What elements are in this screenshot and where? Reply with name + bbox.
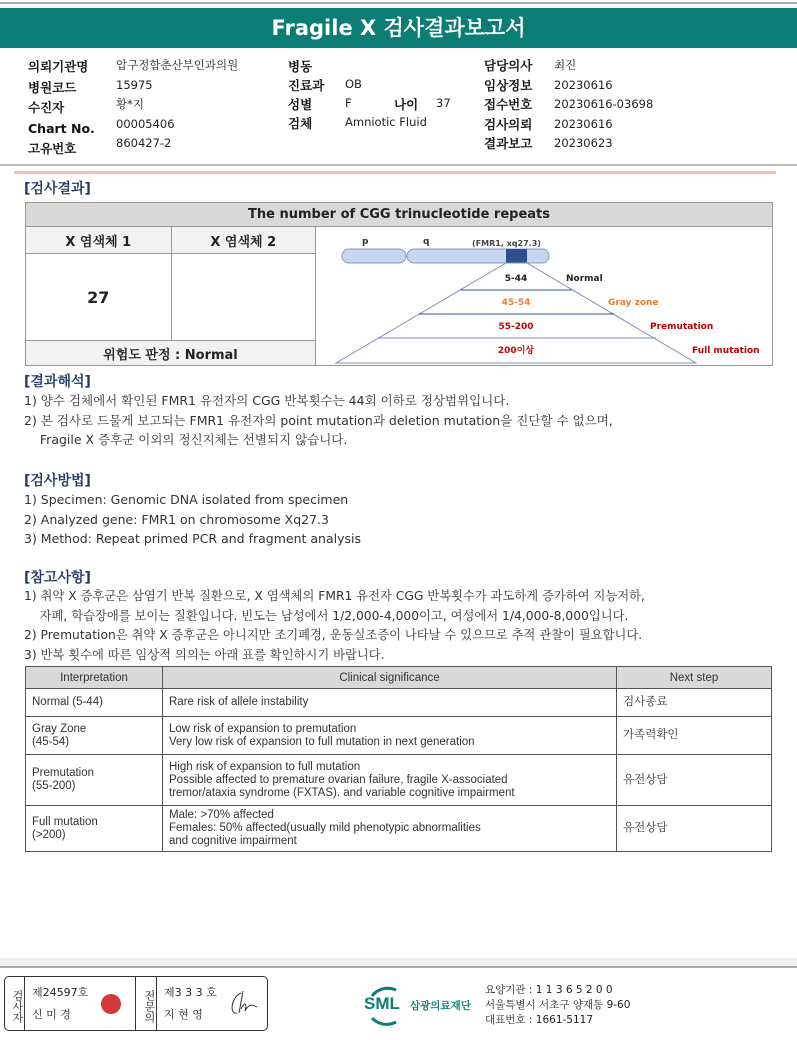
top-rule <box>0 2 797 4</box>
text-line: 1) Specimen: Genomic DNA isolated from specimen <box>24 492 349 507</box>
doctor-signature <box>227 989 263 1019</box>
age-label: 나이 <box>394 97 419 112</box>
sig-cell <box>163 717 617 755</box>
info-value: 20230616-03698 <box>554 97 654 111</box>
footer-rule <box>0 958 797 968</box>
age-value: 37 <box>436 96 451 110</box>
tier-range: 55-200 <box>498 322 534 332</box>
info-label: 고유번호 <box>28 141 77 156</box>
cell-line: tremor/ataxia syndrome (FXTAS). and variable cognitive impairment <box>169 786 515 799</box>
report-title: Fragile X 검사결과보고서 <box>0 8 797 48</box>
examiner-no: 제24597호 <box>32 986 89 999</box>
tier-name: Gray zone <box>608 298 659 308</box>
info-value: 압구정함춘산부인과의원 <box>116 58 239 72</box>
cell-line: Normal (5-44) <box>32 696 103 708</box>
q-arm <box>407 249 549 263</box>
info-value: 최진 <box>554 58 577 72</box>
examiner-label: 검사자 <box>5 977 25 1030</box>
table-row <box>26 806 772 852</box>
cell-line: and cognitive impairment <box>169 835 297 847</box>
text-line: 1) 양수 검체에서 확인된 FMR1 유전자의 CGG 반복횟수는 44회 이하로 정상범위입니다. <box>24 393 510 408</box>
text-line: 대표번호 : 1661-5117 <box>485 1014 594 1026</box>
cell-line: Gray Zone <box>32 722 87 735</box>
doctor-no: 제3 3 3 호 <box>164 986 217 999</box>
info-label: 담당의사 <box>484 58 533 73</box>
cell-line: (>200) <box>32 828 66 841</box>
info-label: 접수번호 <box>484 97 533 112</box>
text-line: 2) Premutation은 취약 X 증후군은 아니지만 조기폐경, 운동실조증이 나타날 수 있으므로 추적 관찰이 필요합니다. <box>24 628 643 642</box>
cell-line: (55-200) <box>32 780 76 792</box>
dept-value: OB <box>345 77 362 91</box>
sex-label: 성별 <box>288 97 313 112</box>
interp-cell <box>26 717 163 755</box>
cell-line: (45-54) <box>32 735 70 748</box>
text-line: 3) Method: Repeat primed PCR and fragment analysis <box>24 531 361 546</box>
x1-value: 27 <box>26 254 172 341</box>
examiner-name: 신 미 경 <box>32 1008 71 1021</box>
text-line: 3) 반복 횟수에 따른 임상적 의의는 아래 표를 확인하시기 바랍니다. <box>24 647 385 662</box>
q-label: q <box>423 237 430 247</box>
clinical-significance-table <box>25 666 772 852</box>
table-row <box>26 717 772 755</box>
info-label: 병원코드 <box>28 79 77 95</box>
tier-range: 200이상 <box>497 346 535 356</box>
examiner-stamp <box>101 994 121 1014</box>
cell-line: Females: 50% affected(usually mild phenotypic abnormalities <box>169 822 481 834</box>
info-label: 수진자 <box>28 100 65 115</box>
dept-label: 진료과 <box>288 78 325 93</box>
info-value: 20230616 <box>554 77 613 92</box>
info-label: 검사의뢰 <box>484 116 533 132</box>
x2-value <box>171 254 315 341</box>
info-label: 의뢰기관명 <box>28 59 89 74</box>
doctor-label: 전문의 <box>135 977 157 1030</box>
p-arm <box>342 249 406 263</box>
sig-cell <box>163 755 617 806</box>
info-value: 15975 <box>116 77 153 92</box>
info-value: 황*지 <box>116 97 144 111</box>
cell-line: Full mutation <box>32 815 98 828</box>
table-row <box>26 689 772 717</box>
next-step-cell: 유전상담 <box>617 755 772 806</box>
x1-header: X 염색체 1 <box>26 227 172 254</box>
cell-line: Premutation <box>32 767 95 779</box>
method-text <box>24 490 361 549</box>
p-label: p <box>362 237 369 247</box>
text-line: 2) Analyzed gene: FMR1 on chromosome Xq27.3 <box>24 511 329 527</box>
result-heading: [검사결과] <box>24 181 91 197</box>
info-value: 860427-2 <box>116 136 172 150</box>
text-line: 서울특별시 서초구 양재동 9-60 <box>485 999 631 1011</box>
notes-text <box>24 587 645 665</box>
specimen-value: Amniotic Fluid <box>345 115 427 129</box>
fmr1-diagram <box>316 227 773 366</box>
text-line: 요양기관 : 1 1 3 6 5 2 0 0 <box>485 984 613 996</box>
tier-name: Full mutation <box>692 346 760 356</box>
text-line: Fragile X 증후군 이외의 정신지체는 선별되지 않습니다. <box>24 432 348 447</box>
result-table <box>25 202 773 366</box>
fmr1-locus <box>506 249 527 263</box>
interp-cell <box>26 755 163 806</box>
org-name: 삼광의료재단 <box>410 1000 471 1012</box>
info-value: 20230616 <box>554 116 613 131</box>
tier-name: Premutation <box>650 322 714 332</box>
next-step-cell: 유전상담 <box>617 806 772 852</box>
interp-cell <box>26 806 163 852</box>
info-label: Chart No. <box>28 120 95 136</box>
logo-text: SML <box>364 994 400 1013</box>
info-value: 20230623 <box>554 136 613 150</box>
result-table-title: The number of CGG trinucleotide repeats <box>26 203 773 227</box>
col-header: Interpretation <box>26 667 163 689</box>
cell-line: Rare risk of allele instability <box>169 696 309 708</box>
cell-line: High risk of expansion to full mutation <box>169 760 361 773</box>
org-info <box>485 983 630 1028</box>
doctor-name: 지 현 영 <box>164 1008 203 1021</box>
info-label: 결과보고 <box>484 136 533 151</box>
tier-range: 5-44 <box>504 274 528 284</box>
tier-name: Normal <box>566 274 603 284</box>
text-line: 1) 취약 X 증후군은 삼염기 반복 질환으로, X 염색체의 FMR1 유전자 CGG 반복횟수가 과도하게 증가하여 지능저하, <box>24 589 645 603</box>
risk-assessment: 위험도 판정 : Normal <box>26 341 316 366</box>
cell-line: Very low risk of expansion to full mutation in next generation <box>169 735 475 748</box>
sig-cell <box>163 806 617 852</box>
interpretation-heading: [결과해석] <box>24 374 91 390</box>
sml-logo <box>362 982 408 1028</box>
info-label: 임상정보 <box>484 77 533 93</box>
specimen-label: 검체 <box>288 116 313 131</box>
method-heading: [검사방법] <box>24 473 91 489</box>
info-value: 00005406 <box>116 116 175 131</box>
cell-line: Possible affected to premature ovarian failure, fragile X-associated <box>169 773 508 786</box>
cell-line: Low risk of expansion to premutation <box>169 722 357 735</box>
locus-label: (FMR1, xq27.3) <box>472 239 541 248</box>
divider <box>14 171 776 174</box>
sig-cell <box>163 689 617 717</box>
divider <box>0 164 797 166</box>
signature-box <box>4 976 268 1031</box>
tier-range: 45-54 <box>501 298 531 308</box>
next-step-cell: 가족력확인 <box>617 717 772 755</box>
text-line: 자폐, 학습장애를 보이는 질환입니다. 빈도는 남성에서 1/2,000-4,000이고, 여성에서 1/4,000-8,000입니다. <box>24 608 629 623</box>
sex-value: F <box>345 96 352 110</box>
next-step-cell: 검사종료 <box>617 689 772 717</box>
table-row <box>26 755 772 806</box>
x2-header: X 염색체 2 <box>171 227 315 254</box>
text-line: 2) 본 검사로 드물게 보고되는 FMR1 유전자의 point mutation과 deletion mutation을 진단할 수 없으며, <box>24 412 613 428</box>
col-header: Clinical significance <box>163 667 617 689</box>
interp-cell <box>26 689 163 717</box>
cell-line: Male: >70% affected <box>169 809 274 821</box>
col-header: Next step <box>617 667 772 689</box>
interpretation-text <box>24 391 613 450</box>
ward-label: 병동 <box>288 59 313 74</box>
notes-heading: [참고사항] <box>24 570 91 586</box>
